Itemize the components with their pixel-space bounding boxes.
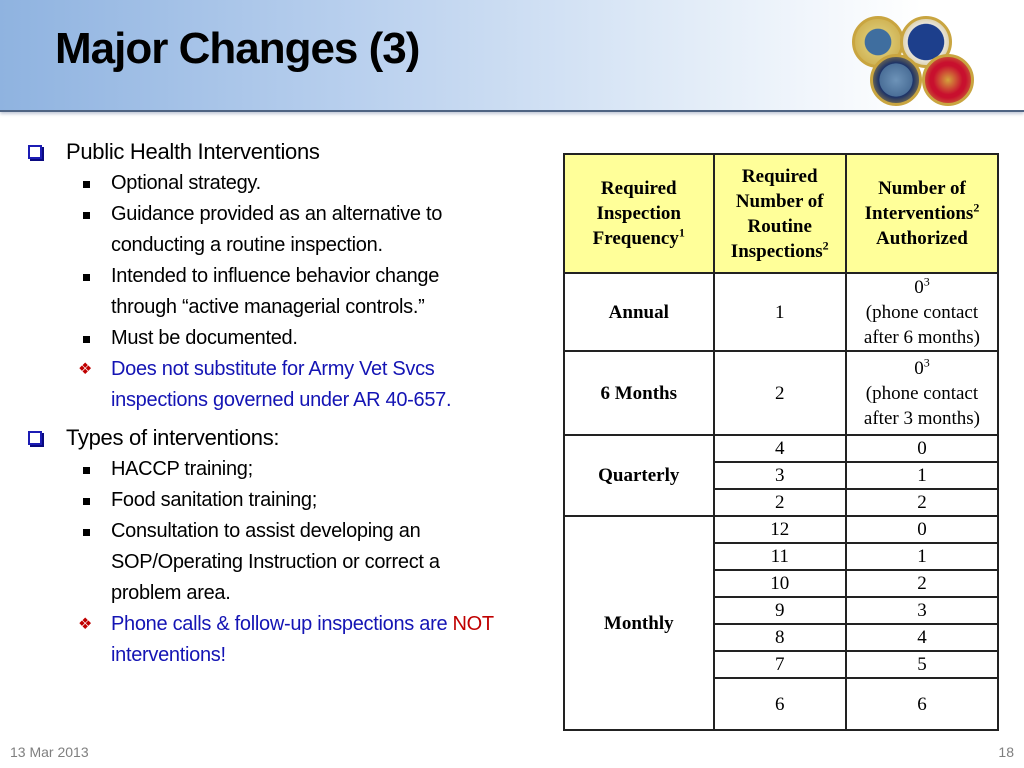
- square-bullet-icon: [83, 498, 90, 505]
- cell-inspections: 4: [714, 435, 846, 462]
- footer-date: 13 Mar 2013: [10, 744, 89, 760]
- cell-interventions: 1: [846, 543, 998, 570]
- page-number: 18: [998, 744, 1014, 760]
- cell-interventions: $0^3$ (phone contact after 3 months): [846, 351, 998, 435]
- diamond-bullet-icon: ❖: [78, 361, 93, 378]
- cell-inspections: 7: [714, 651, 846, 678]
- list-item-highlight: ❖ Does not substitute for Army Vet Svcs inspections governed under AR 40-657.: [28, 354, 498, 416]
- marine-corps-seal-icon: [922, 54, 974, 106]
- cell-frequency: Quarterly: [564, 435, 714, 516]
- header-inspections: Required Number of Routine Inspections$^2$: [714, 154, 846, 273]
- checkbox-bullet-icon: [28, 431, 42, 445]
- table-row: [564, 435, 998, 462]
- square-bullet-icon: [83, 467, 90, 474]
- cell-interventions: 0: [846, 516, 998, 543]
- list-item: HACCP training;: [28, 454, 498, 485]
- cell-inspections: 6: [714, 678, 846, 730]
- cell-inspections: 2: [714, 489, 846, 516]
- header-frequency: Required Inspection Frequency$^1$: [564, 154, 714, 273]
- cell-interventions: 5: [846, 651, 998, 678]
- cell-interventions: 1: [846, 462, 998, 489]
- cell-inspections: 2: [714, 351, 846, 435]
- header-interventions: Number of Interventions$^2$ Authorized: [846, 154, 998, 273]
- cell-inspections: 10: [714, 570, 846, 597]
- diamond-bullet-icon: ❖: [78, 616, 93, 633]
- section-label: Types of interventions:: [66, 425, 280, 450]
- cell-inspections: 9: [714, 597, 846, 624]
- table-header-row: [564, 154, 998, 273]
- emphasis-not: NOT: [452, 613, 494, 635]
- slide-header: [0, 0, 1024, 112]
- cell-inspections: 11: [714, 543, 846, 570]
- section-label: Public Health Interventions: [66, 139, 320, 164]
- list-item-highlight: ❖ Phone calls & follow-up inspections are NOT interventions!: [28, 609, 498, 671]
- section-public-health: [28, 136, 498, 168]
- square-bullet-icon: [83, 181, 90, 188]
- cell-interventions: 2: [846, 489, 998, 516]
- cell-inspections: 12: [714, 516, 846, 543]
- list-item: Optional strategy.: [28, 168, 498, 199]
- cell-frequency: 6 Months: [564, 351, 714, 435]
- navy-seal-icon: [870, 54, 922, 106]
- cell-frequency: Monthly: [564, 516, 714, 730]
- square-bullet-icon: [83, 336, 90, 343]
- cell-interventions: $0^3$ (phone contact after 6 months): [846, 273, 998, 351]
- cell-inspections: 8: [714, 624, 846, 651]
- cell-interventions: 2: [846, 570, 998, 597]
- list-item: Guidance provided as an alternative to conducting a routine inspection.: [28, 199, 498, 261]
- list-item: Must be documented.: [28, 323, 498, 354]
- cell-interventions: 3: [846, 597, 998, 624]
- section-types: [28, 422, 498, 454]
- cell-inspections: 3: [714, 462, 846, 489]
- list-item: Consultation to assist developing an SOP/Operating Instruction or correct a problem area.: [28, 516, 498, 609]
- checkbox-bullet-icon: [28, 145, 42, 159]
- slide-title: Major Changes (3): [55, 24, 420, 73]
- list-item: Food sanitation training;: [28, 485, 498, 516]
- table-row: [564, 351, 998, 435]
- square-bullet-icon: [83, 274, 90, 281]
- bullet-list: [28, 136, 498, 671]
- dod-seals-logo: [850, 14, 980, 104]
- list-item: Intended to influence behavior change through “active managerial controls.”: [28, 261, 498, 323]
- interventions-table: [563, 153, 999, 731]
- cell-interventions: 6: [846, 678, 998, 730]
- cell-inspections: 1: [714, 273, 846, 351]
- cell-interventions: 4: [846, 624, 998, 651]
- table-row: [564, 516, 998, 543]
- cell-frequency: Annual: [564, 273, 714, 351]
- table-row: [564, 273, 998, 351]
- cell-interventions: 0: [846, 435, 998, 462]
- square-bullet-icon: [83, 212, 90, 219]
- square-bullet-icon: [83, 529, 90, 536]
